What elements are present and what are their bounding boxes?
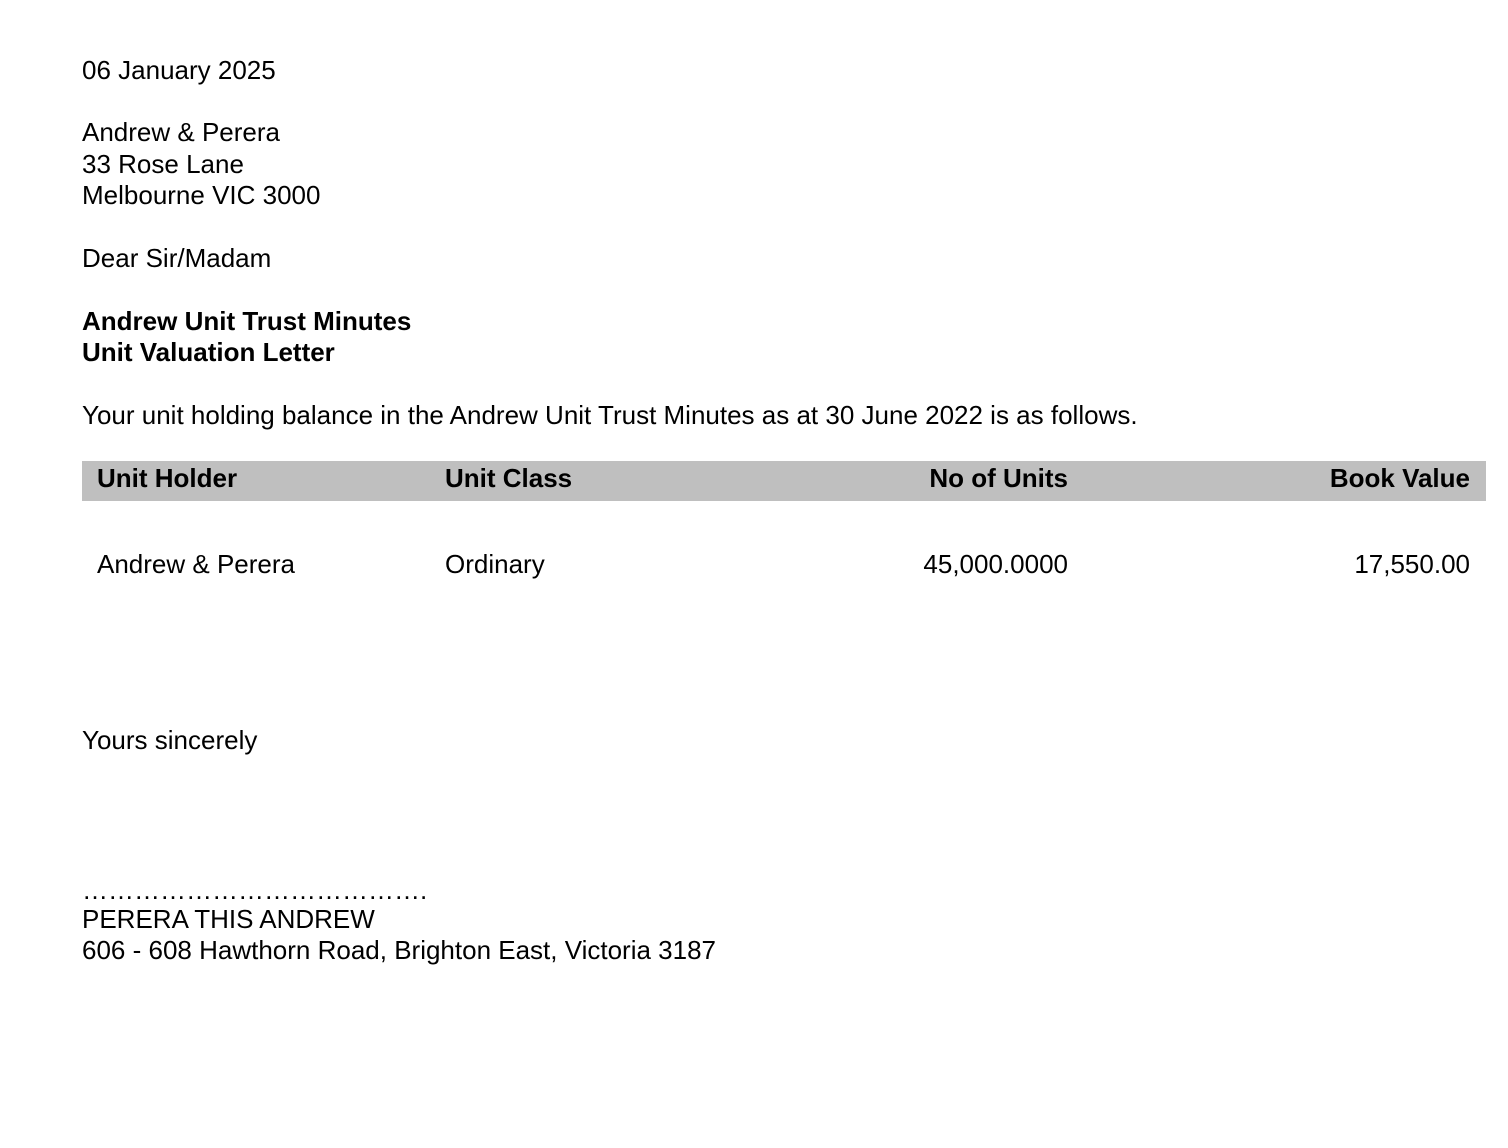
recipient-city: Melbourne VIC 3000 (82, 180, 321, 210)
signatory-name: PERERA THIS ANDREW (82, 904, 375, 934)
header-no-of-units: No of Units (929, 463, 1068, 493)
signatory-address: 606 - 608 Hawthorn Road, Brighton East, Victoria 3187 (82, 935, 717, 965)
letter-date: 06 January 2025 (82, 55, 276, 85)
cell-book-value: 17,550.00 (1354, 549, 1470, 579)
table-header-row (82, 461, 1486, 501)
header-unit-class: Unit Class (445, 463, 573, 493)
recipient-street: 33 Rose Lane (82, 149, 244, 179)
cell-no-of-units: 45,000.0000 (923, 549, 1068, 579)
table-header-divider (82, 501, 92, 503)
closing: Yours sincerely (82, 725, 258, 755)
salutation: Dear Sir/Madam (82, 243, 272, 273)
recipient-name: Andrew & Perera (82, 117, 280, 147)
cell-unit-holder: Andrew & Perera (97, 549, 295, 579)
letter-heading-line2: Unit Valuation Letter (82, 337, 335, 367)
intro-paragraph: Your unit holding balance in the Andrew Unit Trust Minutes as at 30 June 2022 is as follows. (82, 400, 1138, 430)
header-book-value: Book Value (1329, 463, 1470, 493)
cell-unit-class: Ordinary (445, 549, 545, 579)
header-unit-holder: Unit Holder (97, 463, 238, 493)
letter-heading-line1: Andrew Unit Trust Minutes (82, 306, 412, 336)
signature-line: …………………………………. (82, 875, 428, 905)
